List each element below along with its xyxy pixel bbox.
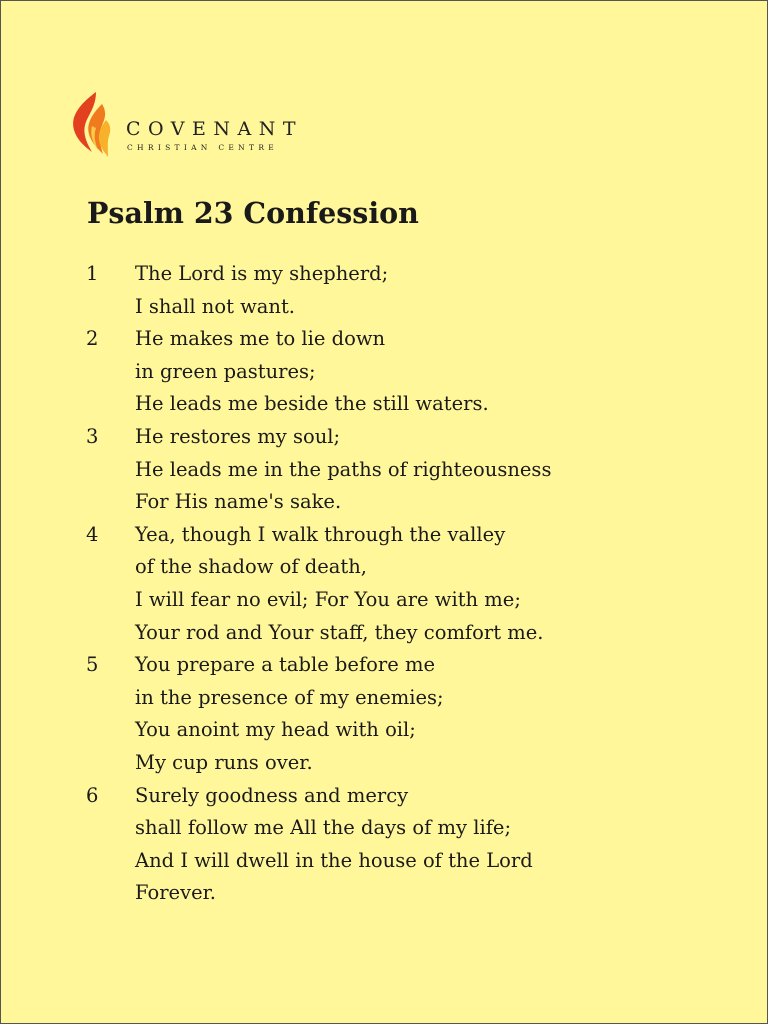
verse-text: And I will dwell in the house of the Lord — [135, 848, 533, 872]
verse-line — [86, 877, 736, 910]
page-title: Psalm 23 Confession — [87, 196, 419, 230]
verse-text: My cup runs over. — [135, 750, 313, 774]
verse-line — [86, 291, 736, 324]
verse-text: For His name's sake. — [135, 490, 342, 514]
verse-line — [86, 388, 736, 421]
verse-line — [86, 356, 736, 389]
verse-number: 4 — [86, 522, 99, 546]
verse-line — [86, 812, 736, 845]
verse-line — [86, 682, 736, 715]
verse-line — [86, 323, 736, 356]
verse-number: 2 — [86, 327, 99, 351]
verse-line — [86, 258, 736, 291]
brand-name: COVENANT — [126, 118, 304, 140]
verse-text: Surely goodness and mercy — [135, 783, 409, 807]
verse-text: shall follow me All the days of my life; — [135, 816, 512, 840]
verse-line — [86, 845, 736, 878]
verse-text: I shall not want. — [135, 294, 296, 318]
brand-subtitle: CHRISTIAN CENTRE — [127, 143, 279, 152]
verse-text: of the shadow of death, — [135, 555, 367, 579]
verse-line — [86, 617, 736, 650]
verse-text: in the presence of my enemies; — [135, 685, 444, 709]
verse-text: You prepare a table before me — [135, 653, 436, 677]
verse-line — [86, 519, 736, 552]
verse-number: 5 — [86, 653, 99, 677]
verse-text: He restores my soul; — [135, 424, 341, 448]
verse-line — [86, 454, 736, 487]
covenant-logo — [70, 90, 370, 160]
verse-text: He makes me to lie down — [135, 327, 386, 351]
verse-text: The Lord is my shepherd; — [135, 262, 389, 285]
verse-line — [86, 421, 736, 454]
verse-line — [86, 486, 736, 519]
verse-text: I will fear no evil; For You are with me; — [135, 587, 521, 611]
verse-line — [86, 714, 736, 747]
verse-text: Your rod and Your staff, they comfort me. — [135, 620, 544, 644]
verse-line — [86, 551, 736, 584]
verse-text: He leads me in the paths of righteousness — [135, 457, 552, 481]
verse-number: 1 — [86, 262, 99, 285]
verse-line — [86, 780, 736, 813]
verse-text: You anoint my head with oil; — [135, 718, 416, 742]
verse-line — [86, 649, 736, 682]
flame-icon — [70, 90, 114, 160]
verse-text: He leads me beside the still waters. — [135, 392, 489, 416]
verse-text: in green pastures; — [135, 359, 316, 383]
verse-line — [86, 584, 736, 617]
verse-text: Yea, though I walk through the valley — [135, 522, 506, 546]
verse-list — [86, 258, 736, 910]
verse-text: Forever. — [135, 881, 216, 905]
verse-number: 6 — [86, 783, 99, 807]
verse-line — [86, 747, 736, 780]
verse-number: 3 — [86, 424, 99, 448]
